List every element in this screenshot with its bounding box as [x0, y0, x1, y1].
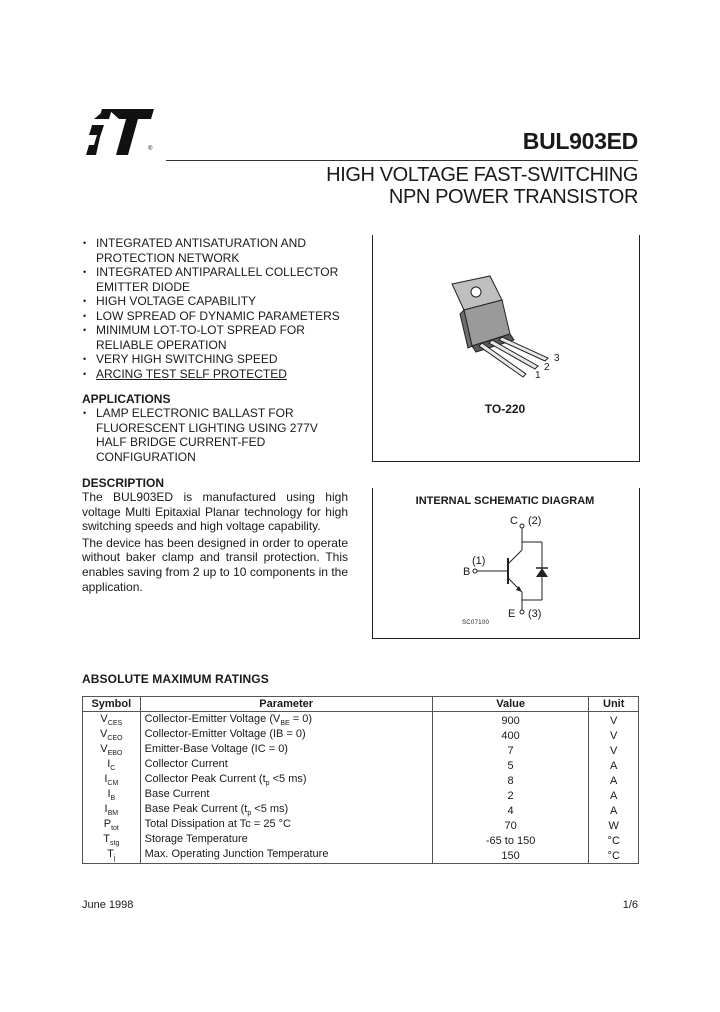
bullet-icon: • — [83, 368, 87, 379]
parameter-cell: Emitter-Base Voltage (IC = 0) — [140, 743, 432, 758]
emitter-label: E — [508, 608, 516, 620]
pin-2-label: 2 — [544, 362, 550, 373]
bullet-icon: • — [83, 325, 87, 335]
value-cell: 4 — [432, 803, 589, 818]
bullet-icon: • — [83, 238, 87, 248]
registered-mark: ® — [148, 146, 153, 152]
value-cell: 7 — [432, 743, 589, 758]
feature-item: • VERY HIGH SWITCHING SPEED — [83, 352, 278, 366]
ratings-title: ABSOLUTE MAXIMUM RATINGS — [82, 672, 269, 686]
symbol-cell: $I_C$ — [83, 758, 141, 773]
value-cell: 900 — [432, 712, 589, 729]
schematic-title: INTERNAL SCHEMATIC DIAGRAM — [415, 495, 595, 507]
table-row — [83, 833, 639, 848]
value-cell: -65 to 150 — [432, 833, 589, 848]
ratings-table — [82, 696, 639, 864]
applications-section — [82, 392, 352, 464]
schematic-drawing — [470, 520, 560, 620]
unit-cell: °C — [589, 848, 639, 864]
parameter-cell: Max. Operating Junction Temperature — [140, 848, 432, 864]
part-number: BUL903ED — [522, 128, 638, 154]
applications-heading: APPLICATIONS — [82, 392, 171, 406]
package-name: TO-220 — [484, 402, 526, 416]
parameter-cell: Collector Current — [140, 758, 432, 773]
column-header-symbol: Symbol — [83, 697, 141, 712]
symbol-cell: $I_B$ — [83, 788, 141, 803]
collector-pin-label: (2) — [528, 515, 542, 527]
parameter-cell: Storage Temperature — [140, 833, 432, 848]
parameter-cell: Collector-Emitter Voltage (IB = 0) — [140, 728, 432, 743]
feature-item: • HIGH VOLTAGE CAPABILITY — [83, 294, 257, 308]
unit-cell: V — [589, 743, 639, 758]
column-header-value: Value — [432, 697, 589, 712]
application-item: • LAMP ELECTRONIC BALLAST FOR FLUORESCENT LIGHTING USING 277V HALF BRIDGE CURRENT-FED CONFIGURATION — [83, 406, 318, 464]
parameter-cell: Base Peak Current ($t_p <5$ ms) — [140, 803, 432, 818]
symbol-cell: $T_j$ — [83, 848, 141, 864]
value-cell: 2 — [432, 788, 589, 803]
table-row — [83, 758, 639, 773]
st-logo — [86, 107, 156, 157]
symbol-cell: $V_{CES}$ — [83, 712, 141, 729]
value-cell: 70 — [432, 818, 589, 833]
footer-page: 1/6 — [622, 899, 638, 911]
symbol-cell: $V_{CEO}$ — [83, 728, 141, 743]
bullet-icon: • — [83, 408, 87, 418]
table-row — [83, 743, 639, 758]
feature-list — [82, 236, 352, 381]
feature-item: • INTEGRATED ANTISATURATION AND PROTECTION NETWORK — [83, 236, 307, 265]
feature-item: • ARCING TEST SELF PROTECTED — [83, 366, 287, 381]
table-row — [83, 803, 639, 818]
value-cell: 8 — [432, 773, 589, 788]
description-section — [82, 476, 348, 596]
unit-cell: V — [589, 712, 639, 729]
symbol-cell: $I_{CM}$ — [83, 773, 141, 788]
unit-cell: A — [589, 758, 639, 773]
to220-package-drawing — [440, 270, 570, 385]
symbol-cell: $I_{BM}$ — [83, 803, 141, 818]
unit-cell: °C — [589, 833, 639, 848]
unit-cell: A — [589, 773, 639, 788]
table-row — [83, 773, 639, 788]
header-divider — [166, 160, 638, 161]
value-cell: 5 — [432, 758, 589, 773]
bullet-icon: • — [83, 296, 87, 306]
unit-cell: W — [589, 818, 639, 833]
feature-item: • INTEGRATED ANTIPARALLEL COLLECTOR EMITTER DIODE — [83, 265, 339, 294]
feature-item: • LOW SPREAD OF DYNAMIC PARAMETERS — [83, 308, 340, 323]
footer-date: June 1998 — [82, 899, 134, 911]
parameter-cell: Collector-Emitter Voltage $(V_{BE} = 0)$ — [140, 712, 432, 729]
column-header-parameter: Parameter — [140, 697, 432, 712]
feature-item: • MINIMUM LOT-TO-LOT SPREAD FOR RELIABLE OPERATION — [83, 323, 305, 352]
value-cell: 150 — [432, 848, 589, 864]
base-pin-label: (1) — [472, 555, 486, 567]
value-cell: 400 — [432, 728, 589, 743]
emitter-pin-label: (3) — [528, 608, 542, 620]
bullet-icon: • — [83, 310, 87, 321]
table-row — [83, 818, 639, 833]
pin-1-label: 1 — [535, 370, 541, 381]
table-row — [83, 848, 639, 864]
symbol-cell: $P_{tot}$ — [83, 818, 141, 833]
description-heading: DESCRIPTION — [82, 476, 165, 490]
title-line-1: HIGH VOLTAGE FAST-SWITCHING — [326, 164, 638, 186]
symbol-cell: $V_{EBO}$ — [83, 743, 141, 758]
unit-cell: A — [589, 803, 639, 818]
parameter-cell: Base Current — [140, 788, 432, 803]
table-header-row — [83, 697, 639, 712]
symbol-cell: $T_{stg}$ — [83, 833, 141, 848]
collector-label: C — [510, 515, 518, 527]
schematic-code: SC07100 — [462, 620, 490, 626]
bullet-icon: • — [83, 354, 87, 364]
column-header-unit: Unit — [589, 697, 639, 712]
unit-cell: A — [589, 788, 639, 803]
bullet-icon: • — [83, 267, 87, 277]
description-paragraph: The BUL903ED is manufactured using high voltage Multi Epitaxial Planar technology for high switching speeds and high voltage capability. — [82, 490, 348, 534]
parameter-cell: Collector Peak Current ($t_p <5$ ms) — [140, 773, 432, 788]
table-row — [83, 728, 639, 743]
pin-3-label: 3 — [554, 353, 560, 364]
unit-cell: V — [589, 728, 639, 743]
title-line-2: NPN POWER TRANSISTOR — [388, 186, 638, 208]
table-row — [83, 712, 639, 729]
parameter-cell: Total Dissipation at Tc = 25 °C — [140, 818, 432, 833]
table-row — [83, 788, 639, 803]
description-paragraph: The device has been designed in order to operate without baker clamp and transil protection. This enables saving from 2 up to 10 components in the application. — [82, 535, 348, 594]
base-label: B — [463, 566, 471, 578]
